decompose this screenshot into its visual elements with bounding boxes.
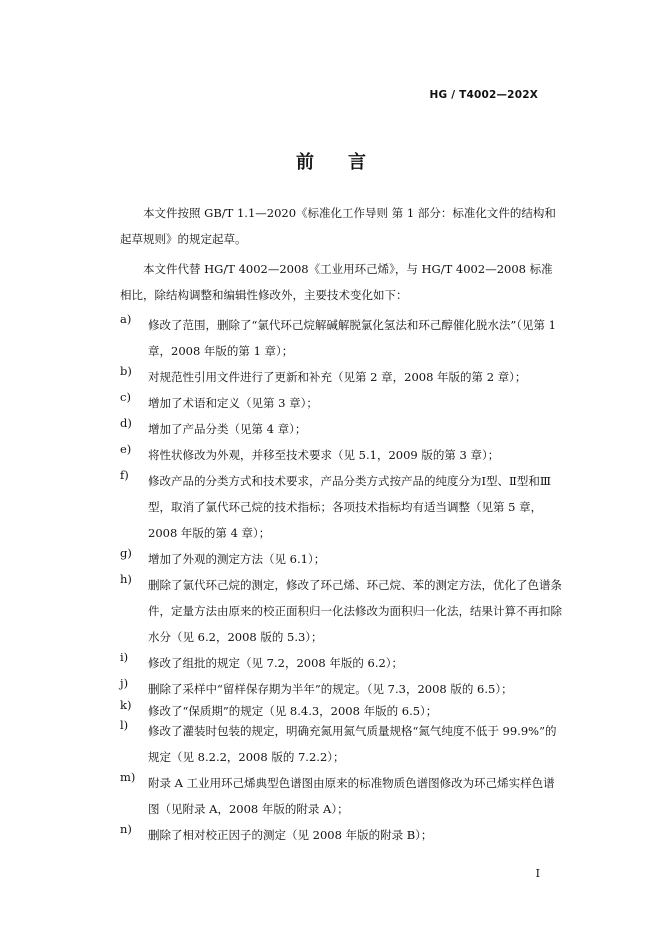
list-item-label: a) bbox=[120, 312, 132, 326]
list-item-text: 删除了采样中“留样保存期为半年”的规定。（见 7.3，2008 版的 6.5）； bbox=[148, 682, 513, 696]
list-item-text: 修改了组批的规定（见 7.2，2008 年版的 6.2）； bbox=[148, 656, 404, 670]
list-item-label: l) bbox=[120, 718, 129, 732]
list-item-text: 将性状修改为外观，并移至技术要求（见 5.1，2009 版的第 3 章）； bbox=[148, 448, 500, 462]
paragraph-2: 本文件代替 HG/T 4002—2008《工业用环己烯》，与 HG/T 4002—2008 标准相比，除结构调整和编辑性修改外，主要技术变化如下： bbox=[120, 262, 553, 302]
list-item-label: e) bbox=[120, 442, 132, 456]
list-item-text: 修改了灌装时包装的规定，明确充氮用氮气质量规格“氮气纯度不低于 99.9%”的规定（见 8.2.2，2008 版的 7.2.2）； bbox=[148, 724, 557, 764]
list-item-label: i) bbox=[120, 650, 129, 664]
list-item-text: 附录 A 工业用环己烯典型色谱图由原来的标准物质色谱图修改为环己烯实样色谱图（见附录 A，2008 年版的附录 A）； bbox=[148, 776, 555, 816]
list-item-label: c) bbox=[120, 390, 131, 404]
paragraph-1: 本文件按照 GB/T 1.1—2020《标准化工作导则 第 1 部分：标准化文件的结构和起草规则》的规定起草。 bbox=[120, 206, 556, 246]
list-item-text: 修改产品的分类方式和技术要求，产品分类方式按产品的纯度分为Ⅰ型、Ⅱ型和Ⅲ型，取消了氯代环己烷的技术指标；各项技术指标均有适当调整（见第 5 章，2008 年版的第 4 章）； bbox=[148, 474, 551, 540]
list-item-text: 对规范性引用文件进行了更新和补充（见第 2 章，2008 年版的第 2 章）； bbox=[148, 370, 527, 384]
list-item-text: 修改了范围，删除了“氯代环己烷解碱解脱氯化氢法和环己醇催化脱水法”（见第 1 章，2008 年版的第 1 章）； bbox=[148, 318, 556, 358]
page-number: I bbox=[535, 867, 540, 880]
list-item-text: 增加了术语和定义（见第 3 章）； bbox=[148, 396, 318, 410]
list-item-label: j) bbox=[120, 676, 129, 690]
list-item-text: 增加了产品分类（见第 4 章）； bbox=[148, 422, 307, 436]
list-item-label: n) bbox=[120, 822, 132, 836]
list-item-text: 修改了“保质期”的规定（见 8.4.3，2008 年版的 6.5）； bbox=[148, 704, 438, 718]
list-item-label: k) bbox=[120, 698, 132, 712]
list-item-label: g) bbox=[120, 546, 132, 560]
page-title: 前言 bbox=[296, 152, 400, 173]
list-item-label: m) bbox=[120, 770, 136, 784]
list-item-label: f) bbox=[120, 468, 129, 482]
list-item-text: 增加了外观的测定方法（见 6.1）； bbox=[148, 552, 326, 566]
list-item-text: 删除了氯代环己烷的测定，修改了环己烯、环己烷、苯的测定方法，优化了色谱条件，定量方法由原来的校正面积归一化法修改为面积归一化法，结果计算不再扣除水分（见 6.2，2008 版的 5.3）； bbox=[148, 578, 562, 644]
list-item-label: h) bbox=[120, 572, 132, 586]
list-item-label: d) bbox=[120, 416, 132, 430]
list-item-label: b) bbox=[120, 364, 132, 378]
list-item-text: 删除了相对校正因子的测定（见 2008 年版的附录 B）； bbox=[148, 828, 433, 842]
document-code: HG / T4002—202X bbox=[429, 89, 538, 101]
